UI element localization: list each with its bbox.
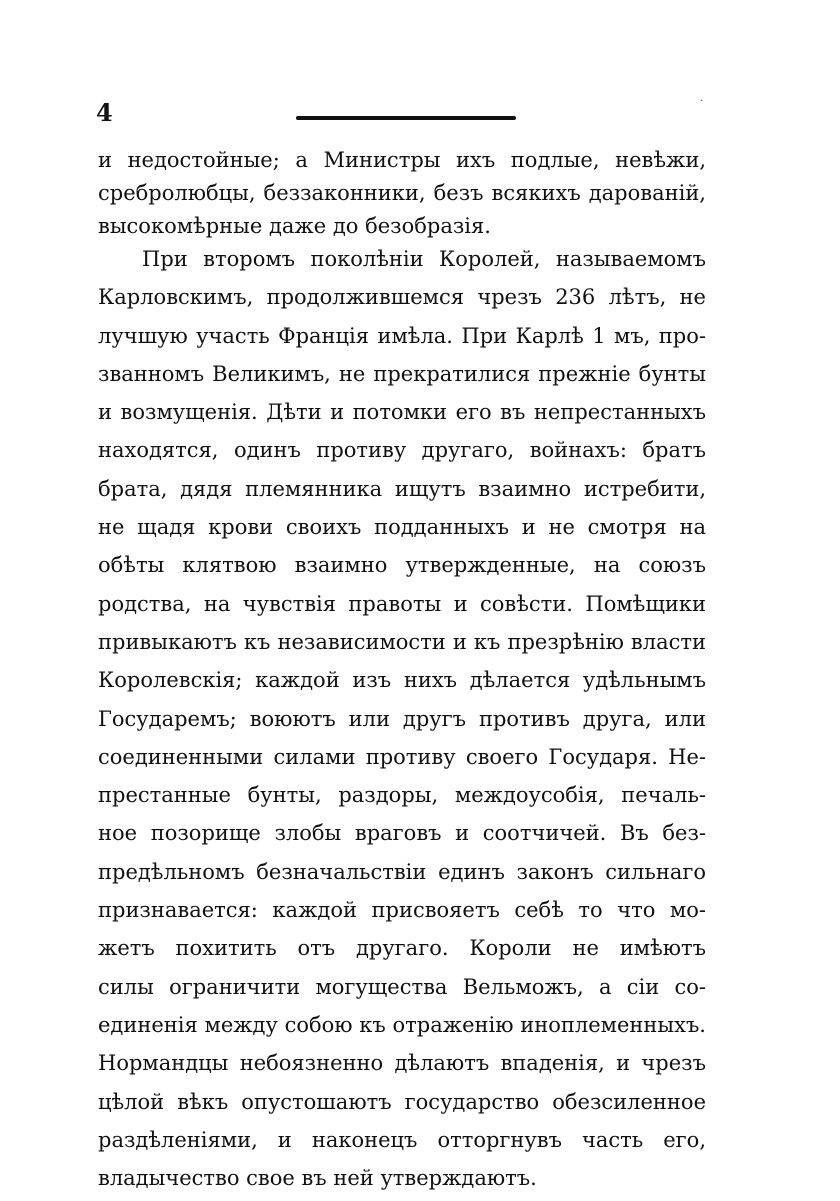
text-line: обѣты клятвою взаимно утвержденные, на союзъ <box>98 553 706 578</box>
text-line: владычество свое въ ней утверждаютъ. <box>98 1166 537 1191</box>
text-line: цѣлой вѣкъ опустошаютъ государство обезсиленное <box>98 1089 706 1114</box>
text-line: и возмущенія. Дѣти и потомки его въ непрестанныхъ <box>98 400 706 425</box>
text-line: жетъ похитить отъ другаго. Короли не имѣютъ <box>98 936 706 961</box>
text-line: брата, дядя племянника ищутъ взаимно истребити, <box>98 476 706 501</box>
text-line: званномъ Великимъ, не прекратилися прежніе бунты <box>98 361 706 386</box>
text-line: лучшую участь Франція имѣла. При Карлѣ 1 мъ, про- <box>98 323 706 348</box>
text-line: высокомѣрные даже до безобразія. <box>98 214 491 238</box>
header-rule <box>296 116 516 120</box>
text-line: престанные бунты, раздоры, междоусобія, печаль- <box>98 783 706 808</box>
body-text <box>98 145 706 1201</box>
text-line: и недостойные; а Министры ихъ подлые, невѣжи, <box>98 148 706 172</box>
text-line: При второмъ поколѣніи Королей, называемомъ <box>142 247 706 271</box>
text-line: предѣльномъ безначальствіи единъ законъ сильнаго <box>98 859 706 884</box>
text-line: привыкаютъ къ независимости и къ презрѣнію власти <box>98 629 706 654</box>
text-line: ное позорище злобы враговъ и соотчичей. Въ без- <box>98 821 706 846</box>
text-line: силы ограничити могущества Вельможъ, а сіи со- <box>98 974 706 999</box>
text-line: находятся, одинъ противу другаго, войнахъ: братъ <box>98 438 706 463</box>
page-number: 4 <box>96 98 113 127</box>
scan-speck: · <box>700 96 704 107</box>
text-line: родства, на чувствія правоты и совѣсти. Помѣщики <box>98 591 706 616</box>
text-line: не щадя крови своихъ подданныхъ и не смотря на <box>98 515 706 540</box>
text-line: раздѣленіями, и наконецъ отторгнувъ часть его, <box>98 1127 706 1152</box>
text-line: сребролюбцы, беззаконники, безъ всякихъ дарованій, <box>98 181 706 205</box>
text-line: Карловскимъ, продолжившемся чрезъ 236 лѣтъ, не <box>98 285 706 310</box>
text-line: единенія между собою къ отраженію иноплеменныхъ. <box>98 1012 706 1037</box>
text-line: Нормандцы небоязненно дѣлаютъ впаденія, и чрезъ <box>98 1051 706 1076</box>
text-line: признавается: каждой присвояетъ себѣ то что мо- <box>98 898 706 923</box>
text-line: Государемъ; воюютъ или другъ противъ друга, или <box>98 706 706 731</box>
text-line: соединенными силами противу своего Государя. Не- <box>98 744 706 769</box>
text-line: Королевскія; каждой изъ нихъ дѣлается удѣльнымъ <box>98 668 706 693</box>
